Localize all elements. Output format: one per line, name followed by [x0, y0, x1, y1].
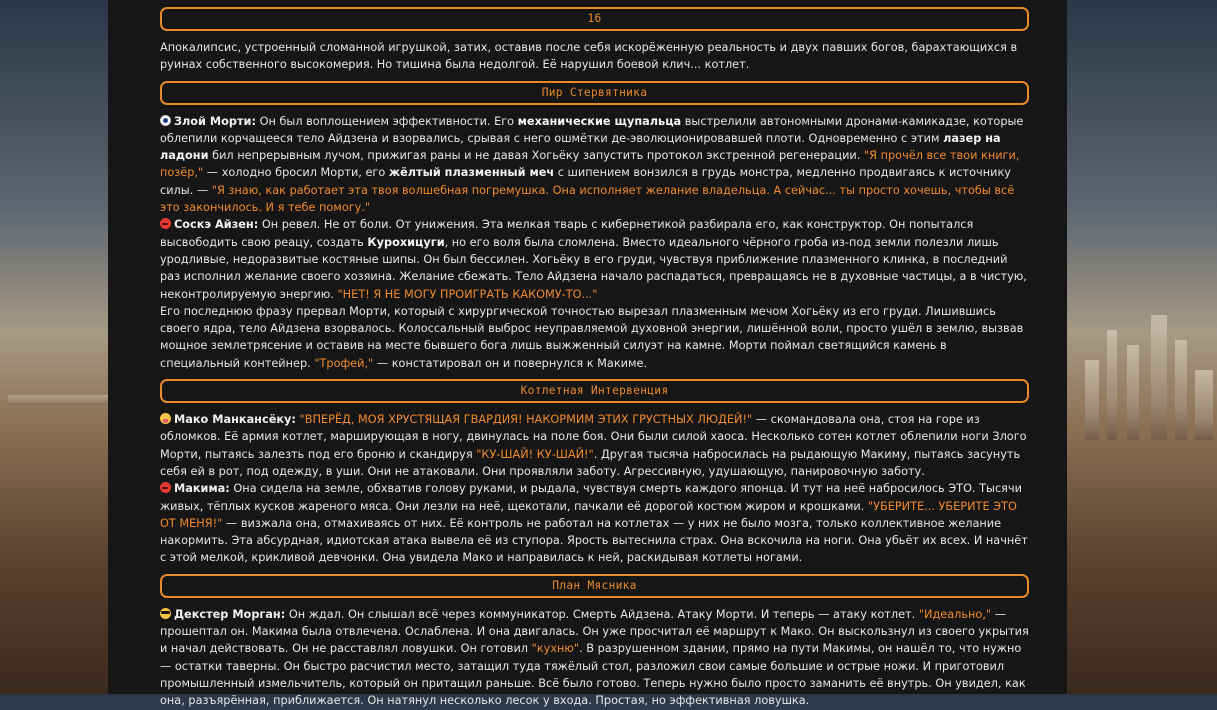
quote: "КУ-ШАЙ! КУ-ШАЙ!" — [476, 447, 594, 461]
quote: "Идеально," — [918, 607, 992, 621]
paragraph-dexter: Декстер Морган: Он ждал. Он слышал всё через коммуникатор. Смерть Айдзена. Атаку Морти. И теперь — атаку котлет. "Идеально," — прошептал он. Макима была отвлечена. Ослаблена. И она двигалась. Он уже просчитал её маршрут к Мако. Он выскользнул из своего укрытия и начал действовать. Он не расставлял ловушки. Он готовил "кухню". В разрушенном здании, прямо на пути Макимы, он нашёл то, что нужно — остатки таверны. Он быстро расчистил место, затащил туда тяжёлый стол, разложил свои самые большие и острые ножи. И приготовил промышленный измельчитель, который он притащил раньше. Всё было готово. Теперь нужно было просто заманить её внутрь. Он увидел, как она, разъярённая, приближается. Он натянул несколько лесок у входа. Простая, но эффективная ловушка. — [160, 607, 1029, 708]
quote: "Я прочёл все твои книги, позёр," — [160, 149, 1020, 180]
paragraph-evil-morty: Злой Морти: Он был воплощением эффективности. Его механические щупальца выстрелили автономными дронами-камикадзе, которые облепили корчащееся тело Айдзена и взорвались, срывая с него ошмётки де-эволюционировавшей плоти. Одновременно с этим лазер на ладони бил непрерывным лучом, прижигая раны и не давая Хогьёку запустить протокол экстренной регенерации. "Я прочёл все твои книги, позёр," — холодно бросил Морти, его жёлтый плазменный меч с шипением вонзился в грудь монстра, медленно продвигаясь к источнику силы. — "Я знаю, как работает эта твоя волшебная погремушка. Она исполняет желание владельца. А сейчас... ты просто хочешь, чтобы всё это закончилось. И я тебе помогу." — [160, 114, 1024, 215]
devil-icon — [160, 482, 171, 493]
background-right — [1067, 0, 1217, 694]
tongue-face-icon — [160, 413, 171, 424]
quote: "кухню" — [531, 642, 580, 656]
quote: "НЕТ! Я НЕ МОГУ ПРОИГРАТЬ КАКОМУ-ТО..." — [337, 287, 598, 301]
background-left — [0, 0, 108, 694]
section-header-cutlet: Котлетная Интервенция — [160, 379, 1029, 403]
quote: "Трофей," — [314, 356, 374, 370]
devil-icon — [160, 218, 171, 229]
quote: "ВПЕРЁД, МОЯ ХРУСТЯЩАЯ ГВАРДИЯ! НАКОРМИМ ЭТИХ ГРУСТНЫХ ЛЮДЕЙ!" — [299, 413, 753, 427]
paragraph-makima: Макима: Она сидела на земле, обхватив голову руками, и рыдала, чувствуя смерть каждого японца. И тут на неё набросилось ЭТО. Тысячи живых, тёплых кусков жареного мяса. Они лезли на неё, щекотали, пачкали её дорогой костюм жиром и крошками. "УБЕРИТЕ... УБЕРИТЕ ЭТО ОТ МЕНЯ!" — визжала она, отмахиваясь от них. Её контроль не работал на котлетах — у них не было мозга, только коллективное желание накормить. Эта абсурдная, идиотская атака вывела её из ступора. Ярость вытеснила страх. Она вскочила на ноги. Она убьёт их всех. И начнёт с этой мелкой, крикливой девчонки. Она увидела Мако и направилась к ней, раскидывая котлеты ногами. — [160, 482, 1028, 565]
quote: "УБЕРИТЕ... УБЕРИТЕ ЭТО ОТ МЕНЯ!" — [160, 499, 1017, 530]
character-name: Соскэ Айзен: — [174, 218, 259, 232]
paragraph-mako: Мако Манкансёку: "ВПЕРЁД, МОЯ ХРУСТЯЩАЯ ГВАРДИЯ! НАКОРМИМ ЭТИХ ГРУСТНЫХ ЛЮДЕЙ!" — скомандовала она, стоя на горе из обломков. Её армия котлет, марширующая в ногу, двинулась на поле боя. Они были силой хаоса. Несколько сотен котлет облепили ноги Злого Морти, пытаясь залезть под его броню и скандируя "КУ-ШАЙ! КУ-ШАЙ!". Другая тысяча набросилась на рыдающую Макиму, пытаясь засунуть себя ей в рот, под одежду, в уши. Они не атаковали. Они проявляли заботу. Агрессивную, удушающую, панировочную заботу. — [160, 413, 1027, 478]
paragraph-aizen: Соскэ Айзен: Он ревел. Не от боли. От унижения. Эта мелкая тварь с кибернетикой разбирала его, как конструктор. Он попытался высвободить свою реацу, создать Курохицуги, но его воля была сломлена. Вместо идеального чёрного гроба из-под земли полезли лишь уродливые, недоразвитые костяные шипы. Он был бессилен. Хогьёку в его груди, чувствуя приближение плазменного клинка, в последний раз исполнил желание своего хозяина. Желание сбежать. Тело Айдзена начало распадаться, превращаясь не в духовные частицы, а в чистую, неконтролируемую энергию. "НЕТ! Я НЕ МОГУ ПРОИГРАТЬ КАКОМУ-ТО..." — [160, 218, 1027, 301]
character-name: Декстер Морган: — [174, 607, 286, 621]
paragraph-aftermath: Его последнюю фразу прервал Морти, который с хирургической точностью вырезал плазменным мечом Хогьёку из его груди. Лишившись своего ядра, тело Айдзена взорвалось. Колоссальный выброс неуправляемой духовной энергии, лишённой воли, просто ушёл в землю, вызвав мощное землетрясение и оставив на месте бывшего бога лишь выжженный силуэт на камне. Морти поймал светящийся камень в специальный контейнер. "Трофей," — констатировал он и повернулся к Макиме. — [160, 304, 1024, 370]
character-name: Злой Морти: — [174, 114, 256, 128]
quote: "Я знаю, как работает эта твоя волшебная погремушка. Она исполняет желание владельца. А сейчас... ты просто хочешь, чтобы всё это закончилось. И я тебе помогу." — [160, 183, 1015, 215]
sunglasses-face-icon — [160, 608, 171, 619]
eye-icon — [160, 115, 171, 126]
story-panel — [108, 0, 1067, 708]
character-name: Макима: — [174, 482, 230, 496]
story-content — [108, 7, 1067, 710]
section-header-butcher: План Мясника — [160, 574, 1029, 598]
character-name: Мако Манкансёку: — [174, 413, 296, 427]
section-header-feast: Пир Стервятника — [160, 81, 1029, 105]
intro-paragraph: Апокалипсис, устроенный сломанной игрушкой, затих, оставив после себя искорёженную реальность и двух павших богов, барахтающихся в руинах собственного высокомерия. Но тишина была недолгой. Её нарушил боевой клич... котлет. — [160, 41, 1018, 72]
section-header-16: 16 — [160, 7, 1029, 31]
